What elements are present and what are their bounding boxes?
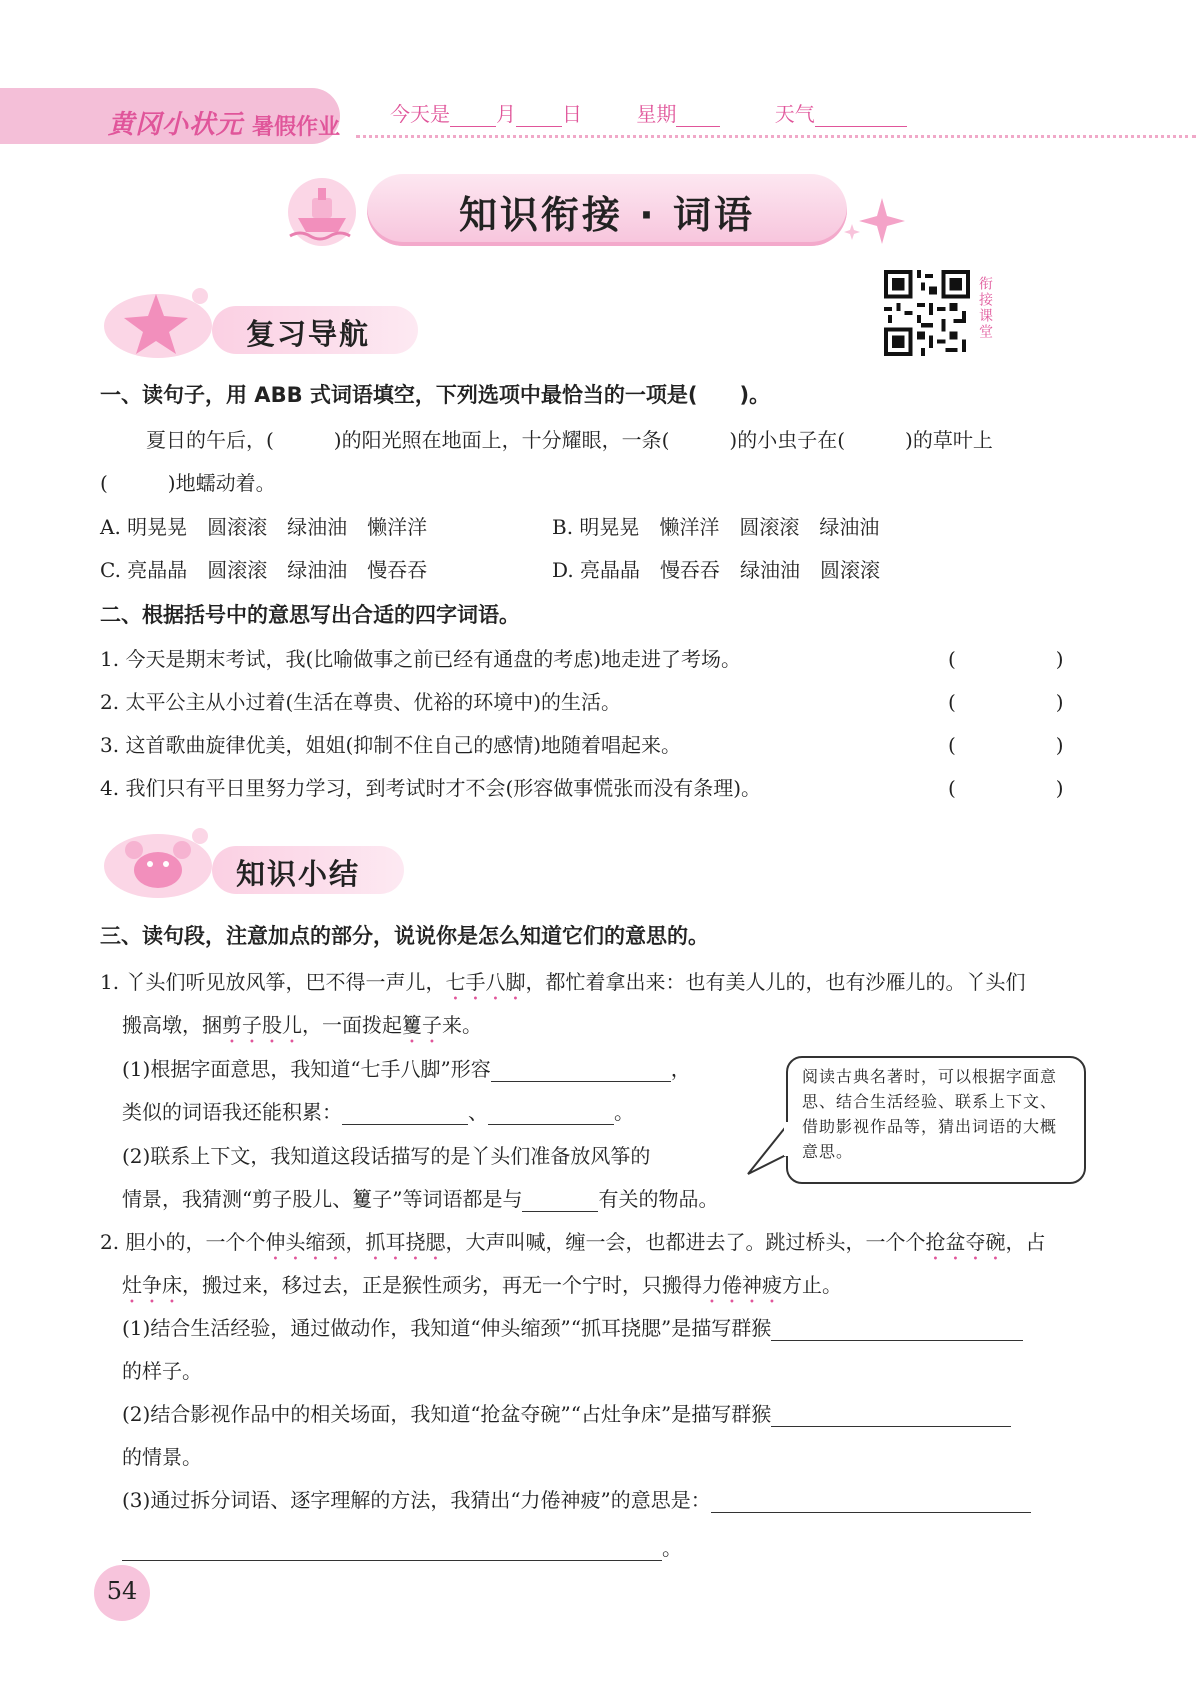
dotted-word: 七手八脚 [445,970,526,994]
passage2-line2: 灶争床，搬过来，移过去，正是猴性顽劣，再无一个宁时，只搬得力倦神疲方止。 [122,1273,842,1297]
option-c[interactable]: C. 亮晶晶 圆滚滚 绿油油 慢吞吞 [100,558,428,582]
q2-answer-blank-4[interactable]: ( ) [948,776,1064,800]
p2-question3: (3)通过拆分词语、逐字理解的方法，我猜出“力倦神疲”的意思是： [122,1484,1031,1513]
date-day-label: 日 [562,102,582,126]
brand-logo: 黄冈小状元 [108,110,244,140]
header-divider [356,135,1196,138]
summary-section-label: 知识小结 [236,857,361,891]
dotted-word: 伸头缩颈 [265,1230,346,1254]
page-title: 知识衔接 · 词语 [459,193,755,237]
qr-code-icon[interactable] [884,270,970,356]
p2-question2: (2)结合影视作品中的相关场面，我知道“抢盆夺碗”“占灶争床”是描写群猴 [122,1398,1011,1427]
p1-q1-word-blank-1[interactable] [342,1104,468,1125]
option-d[interactable]: D. 亮晶晶 慢吞吞 绿油油 圆滚滚 [552,558,881,582]
sparkle-icon [842,196,912,246]
starfish-icon [96,282,216,362]
p2-q1-blank[interactable] [771,1320,1023,1341]
p1-question2-line1: (2)联系上下文，我知道这段话描写的是丫头们准备放风筝的 [122,1144,651,1168]
p2-q2-blank[interactable] [771,1406,1011,1427]
crab-icon [96,822,216,902]
p2-q3-blank-2[interactable] [122,1540,662,1561]
ship-icon [270,172,380,252]
date-row [390,98,907,127]
month-blank[interactable] [450,104,496,127]
q2-answer-blank-3[interactable]: ( ) [948,733,1064,757]
day-blank[interactable] [516,104,562,127]
weekday-blank[interactable] [676,104,720,127]
q2-item-2: 2. 太平公主从小过着(生活在尊贵、优裕的环境中)的生活。 [100,690,622,714]
q1-heading: 一、读句子，用 ABB 式词语填空，下列选项中最恰当的一项是( )。 [100,383,771,407]
dotted-word: 剪子股儿 [222,1013,302,1037]
p1-question2-line2: 情景，我猜测“剪子股儿、籰子”等词语都是与 有关的物品。 [122,1187,719,1211]
q2-item-4: 4. 我们只有平日里努力学习，到考试时才不会(形容做事慌张而没有条理)。 [100,776,762,800]
dotted-word: 力倦神疲 [702,1273,782,1297]
date-month-label: 月 [496,102,516,126]
dotted-word: 灶争床 [122,1273,182,1297]
p1-q2-blank[interactable] [522,1191,598,1212]
review-section-label: 复习导航 [246,317,371,351]
q2-answer-blank-2[interactable]: ( ) [948,690,1064,714]
page-number: 54 [106,1577,138,1605]
q2-item-1: 1. 今天是期末考试，我(比喻做事之前已经有通盘的考虑)地走进了考场。 [100,647,742,671]
q1-sentence-line2: ( )地蠕动着。 [100,471,276,495]
passage2-line1: 2. 胆小的，一个个伸头缩颈，抓耳挠腮，大声叫喊，缠一会，也都进去了。跳过桥头，一个个抢盆夺碗，占 [100,1230,1046,1254]
date-weekday-label: 星期 [636,102,677,126]
dotted-word: 籰子 [402,1013,442,1037]
tip-text: 阅读古典名著时，可以根据字面意思、结合生活经验、联系上下文、借助影视作品等，猜出词语的大概意思。 [802,1067,1058,1161]
q2-item-3: 3. 这首歌曲旋律优美，姐姐(抑制不住自己的感情)地随着唱起来。 [100,733,682,757]
qr-label: 衔接课堂 [977,276,993,340]
p2-q3-blank[interactable] [711,1492,1031,1513]
p2-question2-end: 的情景。 [122,1445,202,1469]
p2-question3-line2: 。 [122,1532,682,1561]
date-today-label: 今天是 [390,102,450,126]
passage1-line2: 搬高墩，捆剪子股儿，一面拨起籰子来。 [122,1013,482,1037]
weather-blank[interactable] [815,104,907,127]
p1-question1-line2: 类似的词语我还能积累： 、 。 [122,1100,634,1124]
dotted-word: 抓耳挠腮 [365,1230,446,1254]
p1-q1-word-blank-2[interactable] [488,1104,614,1125]
passage1-line1: 1. 丫头们听见放风筝，巴不得一声儿，七手八脚，都忙着拿出来：也有美人儿的，也有沙雁儿的。丫头们 [100,970,1026,994]
dotted-word: 抢盆夺碗 [925,1230,1006,1254]
p2-question1-end: 的样子。 [122,1359,202,1383]
option-a[interactable]: A. 明晃晃 圆滚滚 绿油油 懒洋洋 [100,515,428,539]
p1-question1-line1: (1)根据字面意思，我知道“七手八脚”形容 ， [122,1057,691,1081]
p2-question1: (1)结合生活经验，通过做动作，我知道“伸头缩颈”“抓耳挠腮”是描写群猴 [122,1312,1023,1341]
option-b[interactable]: B. 明晃晃 懒洋洋 圆滚滚 绿油油 [552,515,880,539]
q2-heading: 二、根据括号中的意思写出合适的四字词语。 [100,603,520,627]
q3-heading: 三、读句段，注意加点的部分，说说你是怎么知道它们的意思的。 [100,924,709,948]
p1-q1-blank[interactable] [491,1061,671,1082]
q2-answer-blank-1[interactable]: ( ) [948,647,1064,671]
date-weather-label: 天气 [774,102,815,126]
brand-subtitle: 暑假作业 [252,115,341,140]
q1-sentence-line1: 夏日的午后，( )的阳光照在地面上，十分耀眼，一条( )的小虫子在( )的草叶上 [146,428,993,452]
